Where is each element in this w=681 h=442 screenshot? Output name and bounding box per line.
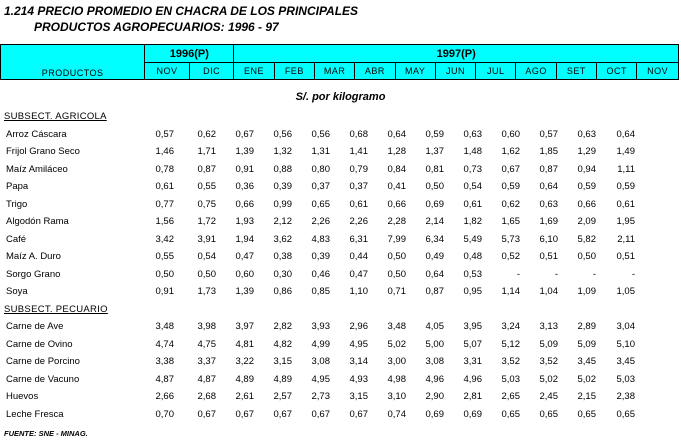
price-cell: 2,15 (577, 391, 596, 403)
price-cell: 0,63 (463, 128, 482, 140)
price-cell: 3,14 (349, 356, 368, 368)
section-label: SUBSECT. PECUARIO (4, 303, 108, 315)
table-row (0, 126, 679, 144)
price-cell: 6,34 (425, 233, 444, 245)
product-label: Carne de Ave (6, 321, 64, 333)
price-cell: 2,14 (425, 216, 444, 228)
price-cell: 0,51 (539, 251, 558, 263)
price-cell: 0,91 (235, 163, 254, 175)
price-cell: 0,61 (616, 198, 635, 210)
price-cell: 0,67 (235, 408, 254, 420)
price-cell: 3,48 (155, 321, 174, 333)
price-cell: 0,65 (577, 408, 596, 420)
price-cell: 5,09 (539, 338, 558, 350)
table-title (4, 3, 358, 35)
price-cell: 0,64 (425, 268, 444, 280)
price-cell: 0,50 (577, 251, 596, 263)
price-cell: 1,11 (617, 163, 635, 175)
price-cell: 3,08 (311, 356, 330, 368)
price-cell: 0,36 (235, 181, 254, 193)
price-cell: 0,74 (387, 408, 406, 420)
price-cell: 0,59 (501, 181, 520, 193)
price-cell: 0,69 (463, 408, 482, 420)
price-cell: 3,93 (311, 321, 330, 333)
price-cell: 3,42 (155, 233, 174, 245)
table-row (0, 318, 679, 336)
month-header: FEB (274, 63, 314, 80)
month-header: ENE (234, 63, 274, 80)
price-cell: 0,87 (425, 286, 444, 298)
price-cell: 0,67 (197, 408, 216, 420)
price-cell: 0,46 (311, 268, 330, 280)
price-cell: 5,02 (387, 338, 406, 350)
month-header: MAR (314, 63, 354, 80)
price-cell: 3,08 (425, 356, 444, 368)
product-label: Maíz A. Duro (6, 251, 61, 263)
price-cell: 2,45 (539, 391, 558, 403)
price-cell: 0,57 (539, 128, 558, 140)
price-cell: 3,10 (387, 391, 406, 403)
product-label: Carne de Ovino (6, 338, 73, 350)
price-cell: - (631, 268, 635, 280)
price-cell: 0,99 (273, 198, 292, 210)
unit-label: S/. por kilogramo (295, 91, 386, 103)
month-header: AGO (516, 63, 556, 80)
price-cell: 4,75 (197, 338, 216, 350)
price-cell: 2,73 (311, 391, 330, 403)
price-cell: 0,64 (387, 128, 406, 140)
table-row (0, 231, 679, 249)
price-cell: 2,09 (577, 216, 596, 228)
table-row (0, 161, 679, 179)
price-cell: 0,38 (273, 251, 292, 263)
price-cell: 0,65 (311, 198, 330, 210)
price-cell: 2,68 (197, 391, 216, 403)
price-cell: 5,03 (616, 373, 635, 385)
price-cell: 0,48 (463, 251, 482, 263)
table-row (0, 143, 679, 161)
price-cell: 0,64 (616, 128, 635, 140)
source-note: FUENTE: SNE - MINAG. (4, 429, 88, 438)
price-cell: 1,28 (387, 146, 406, 158)
price-cell: 4,89 (273, 373, 292, 385)
price-cell: 0,44 (349, 251, 368, 263)
price-cell: 0,63 (539, 198, 558, 210)
price-cell: 5,09 (577, 338, 596, 350)
price-cell: 0,69 (425, 408, 444, 420)
price-cell: 3,98 (197, 321, 216, 333)
price-cell: 0,66 (387, 198, 406, 210)
price-cell: 1,69 (539, 216, 558, 228)
price-cell: 0,66 (577, 198, 596, 210)
header-table (0, 44, 679, 80)
price-cell: 4,95 (311, 373, 330, 385)
price-cell: 0,68 (349, 128, 368, 140)
price-cell: 1,05 (616, 286, 635, 298)
price-cell: 0,60 (235, 268, 254, 280)
price-cell: 3,15 (273, 356, 292, 368)
price-cell: 2,28 (387, 216, 406, 228)
price-cell: 7,99 (387, 233, 406, 245)
price-cell: 2,66 (155, 391, 174, 403)
price-cell: 3,95 (463, 321, 482, 333)
section-header (0, 301, 679, 319)
price-cell: 4,96 (463, 373, 482, 385)
price-cell: 0,95 (463, 286, 482, 298)
price-cell: 4,05 (425, 321, 444, 333)
product-label: Trigo (6, 198, 28, 210)
price-cell: 0,54 (197, 251, 216, 263)
table-row (0, 283, 679, 301)
table-row (0, 178, 679, 196)
product-label: Arroz Cáscara (6, 128, 67, 140)
price-cell: 6,10 (539, 233, 558, 245)
month-header: MAY (395, 63, 435, 80)
price-cell: 0,70 (155, 408, 174, 420)
price-cell: 0,51 (616, 251, 635, 263)
price-cell: 3,13 (539, 321, 558, 333)
price-cell: 4,95 (349, 338, 368, 350)
price-cell: 0,41 (387, 181, 406, 193)
price-cell: 0,52 (501, 251, 520, 263)
table-body (0, 108, 679, 423)
price-cell: 0,91 (155, 286, 174, 298)
price-cell: 0,65 (539, 408, 558, 420)
price-cell: 0,57 (155, 128, 174, 140)
table-row (0, 336, 679, 354)
price-cell: 0,87 (539, 163, 558, 175)
price-cell: 0,60 (501, 128, 520, 140)
month-header: NOV (145, 63, 190, 80)
price-cell: 0,59 (616, 181, 635, 193)
price-cell: 0,64 (539, 181, 558, 193)
price-cell: 4,74 (155, 338, 174, 350)
price-cell: 5,00 (425, 338, 444, 350)
price-cell: 4,87 (155, 373, 174, 385)
price-cell: 2,65 (501, 391, 520, 403)
price-cell: 0,84 (387, 163, 406, 175)
table-row (0, 406, 679, 424)
price-cell: 0,75 (197, 198, 216, 210)
price-cell: 0,50 (387, 251, 406, 263)
price-cell: 0,62 (501, 198, 520, 210)
price-cell: 4,83 (311, 233, 330, 245)
price-cell: 0,80 (311, 163, 330, 175)
price-cell: 0,81 (425, 163, 444, 175)
price-cell: 5,02 (577, 373, 596, 385)
price-cell: - (554, 268, 558, 280)
month-header: DIC (189, 63, 234, 80)
price-cell: 4,81 (235, 338, 254, 350)
price-cell: 4,98 (387, 373, 406, 385)
price-cell: 0,39 (273, 181, 292, 193)
price-cell: 0,78 (155, 163, 174, 175)
price-cell: 3,24 (501, 321, 520, 333)
price-cell: 0,65 (616, 408, 635, 420)
product-label: Maíz Amiláceo (6, 163, 68, 175)
product-label: Café (6, 233, 27, 245)
price-cell: 1,94 (235, 233, 254, 245)
price-cell: 1,10 (349, 286, 368, 298)
price-cell: 4,82 (273, 338, 292, 350)
price-cell: 0,55 (197, 181, 216, 193)
price-cell: 1,41 (349, 146, 368, 158)
price-cell: 2,26 (311, 216, 330, 228)
price-cell: 5,10 (616, 338, 635, 350)
price-cell: 2,89 (577, 321, 596, 333)
price-cell: 3,91 (197, 233, 216, 245)
month-header: NOV (637, 63, 679, 80)
price-cell: 4,87 (197, 373, 216, 385)
price-cell: 4,96 (425, 373, 444, 385)
price-cell: 2,61 (235, 391, 254, 403)
price-cell: 0,50 (387, 268, 406, 280)
price-cell: 4,89 (235, 373, 254, 385)
price-cell: 0,63 (577, 128, 596, 140)
price-cell: 1,49 (616, 146, 635, 158)
month-header: JUN (435, 63, 475, 80)
price-cell: 1,56 (155, 216, 174, 228)
section-label: SUBSECT. AGRICOLA (4, 111, 107, 123)
table-row (0, 248, 679, 266)
price-cell: 3,31 (463, 356, 482, 368)
price-cell: 0,67 (349, 408, 368, 420)
price-cell: 3,97 (235, 321, 254, 333)
price-cell: 2,81 (463, 391, 482, 403)
price-cell: 3,00 (387, 356, 406, 368)
price-cell: 1,32 (273, 146, 292, 158)
price-cell: 0,67 (501, 163, 520, 175)
month-header: SET (556, 63, 596, 80)
table-row (0, 353, 679, 371)
price-cell: 0,50 (155, 268, 174, 280)
price-cell: 0,47 (349, 268, 368, 280)
price-cell: 0,49 (425, 251, 444, 263)
price-cell: 3,37 (197, 356, 216, 368)
price-cell: 1,73 (197, 286, 216, 298)
price-cell: 4,93 (349, 373, 368, 385)
year-1997-header: 1997(P) (234, 45, 679, 63)
price-cell: 3,15 (349, 391, 368, 403)
price-cell: 0,67 (273, 408, 292, 420)
price-cell: 6,31 (349, 233, 368, 245)
price-cell: 3,48 (387, 321, 406, 333)
price-cell: - (516, 268, 520, 280)
price-cell: 0,59 (577, 181, 596, 193)
price-cell: 5,03 (501, 373, 520, 385)
table-row (0, 371, 679, 389)
price-cell: 1,62 (501, 146, 520, 158)
price-cell: 3,52 (539, 356, 558, 368)
price-cell: 0,54 (463, 181, 482, 193)
product-label: Leche Fresca (6, 408, 64, 420)
price-cell: 1,48 (463, 146, 482, 158)
price-cell: 2,90 (425, 391, 444, 403)
price-cell: 0,37 (311, 181, 330, 193)
price-cell: 1,39 (235, 286, 254, 298)
price-cell: 1,46 (155, 146, 174, 158)
table-row (0, 196, 679, 214)
price-cell: 0,65 (501, 408, 520, 420)
price-cell: 2,38 (616, 391, 635, 403)
price-cell: 0,69 (425, 198, 444, 210)
products-header: PRODUCTOS (1, 45, 145, 80)
section-header (0, 108, 679, 126)
product-label: Soya (6, 286, 28, 298)
price-cell: 2,82 (273, 321, 292, 333)
table-row (0, 213, 679, 231)
price-cell: 0,61 (155, 181, 174, 193)
price-cell: 1,09 (577, 286, 596, 298)
price-cell: 1,04 (539, 286, 558, 298)
price-cell: 0,61 (349, 198, 368, 210)
price-cell: 1,72 (197, 216, 216, 228)
month-header: ABR (355, 63, 395, 80)
price-cell: 1,93 (235, 216, 254, 228)
price-cell: 1,65 (501, 216, 520, 228)
product-label: Papa (6, 181, 29, 193)
price-cell: 2,57 (273, 391, 292, 403)
month-header: OCT (597, 63, 637, 80)
table-row (0, 388, 679, 406)
price-cell: 3,52 (501, 356, 520, 368)
price-cell: 1,14 (501, 286, 520, 298)
price-cell: 0,85 (311, 286, 330, 298)
price-cell: 0,67 (311, 408, 330, 420)
price-cell: 0,37 (349, 181, 368, 193)
price-cell: 0,73 (463, 163, 482, 175)
price-cell: 3,45 (577, 356, 596, 368)
price-cell: 1,29 (577, 146, 596, 158)
price-cell: 0,77 (155, 198, 174, 210)
year-1996-header: 1996(P) (145, 45, 234, 63)
price-cell: 0,66 (235, 198, 254, 210)
product-label: Sorgo Grano (6, 268, 61, 280)
price-cell: 0,53 (463, 268, 482, 280)
price-cell: 0,39 (311, 251, 330, 263)
price-cell: 0,56 (273, 128, 292, 140)
price-cell: 0,67 (235, 128, 254, 140)
price-cell: 2,11 (617, 233, 635, 245)
price-cell: 0,87 (197, 163, 216, 175)
product-label: Frijol Grano Seco (6, 146, 80, 158)
price-cell: 5,82 (577, 233, 596, 245)
price-cell: 5,12 (501, 338, 520, 350)
price-cell: 0,55 (155, 251, 174, 263)
price-cell: 1,82 (463, 216, 482, 228)
price-cell: 0,88 (273, 163, 292, 175)
price-cell: 2,96 (349, 321, 368, 333)
price-cell: 5,49 (463, 233, 482, 245)
price-cell: 0,30 (273, 268, 292, 280)
title-line-2: PRODUCTOS AGROPECUARIOS: 1996 - 97 (34, 20, 279, 34)
price-cell: 1,85 (539, 146, 558, 158)
price-cell: 1,31 (311, 146, 330, 158)
price-cell: 1,95 (616, 216, 635, 228)
price-cell: 3,62 (273, 233, 292, 245)
price-cell: 0,94 (577, 163, 596, 175)
product-label: Algodón Rama (6, 216, 69, 228)
price-cell: 0,56 (311, 128, 330, 140)
price-cell: 0,59 (425, 128, 444, 140)
price-cell: 1,71 (197, 146, 216, 158)
price-cell: 3,45 (616, 356, 635, 368)
price-cell: 0,71 (387, 286, 406, 298)
price-cell: 1,37 (425, 146, 444, 158)
price-cell: 0,86 (273, 286, 292, 298)
price-cell: 0,61 (463, 198, 482, 210)
price-cell: 4,99 (311, 338, 330, 350)
price-cell: 0,50 (425, 181, 444, 193)
price-cell: 0,47 (235, 251, 254, 263)
price-cell: 3,38 (155, 356, 174, 368)
price-cell: 5,07 (463, 338, 482, 350)
month-header: JUL (476, 63, 516, 80)
price-cell: 0,62 (197, 128, 216, 140)
price-cell: 2,12 (273, 216, 292, 228)
price-cell: 1,39 (235, 146, 254, 158)
product-label: Carne de Porcino (6, 356, 80, 368)
title-line-1: 1.214 PRECIO PROMEDIO EN CHACRA DE LOS PRINCIPALES (4, 4, 359, 18)
price-cell: 0,79 (349, 163, 368, 175)
product-label: Carne de Vacuno (6, 373, 80, 385)
price-cell: 5,73 (501, 233, 520, 245)
price-cell: 5,02 (539, 373, 558, 385)
table-row (0, 266, 679, 284)
price-cell: - (592, 268, 596, 280)
price-cell: 3,04 (616, 321, 635, 333)
price-cell: 3,22 (235, 356, 254, 368)
price-cell: 2,26 (349, 216, 368, 228)
product-label: Huevos (6, 391, 39, 403)
price-cell: 0,50 (197, 268, 216, 280)
